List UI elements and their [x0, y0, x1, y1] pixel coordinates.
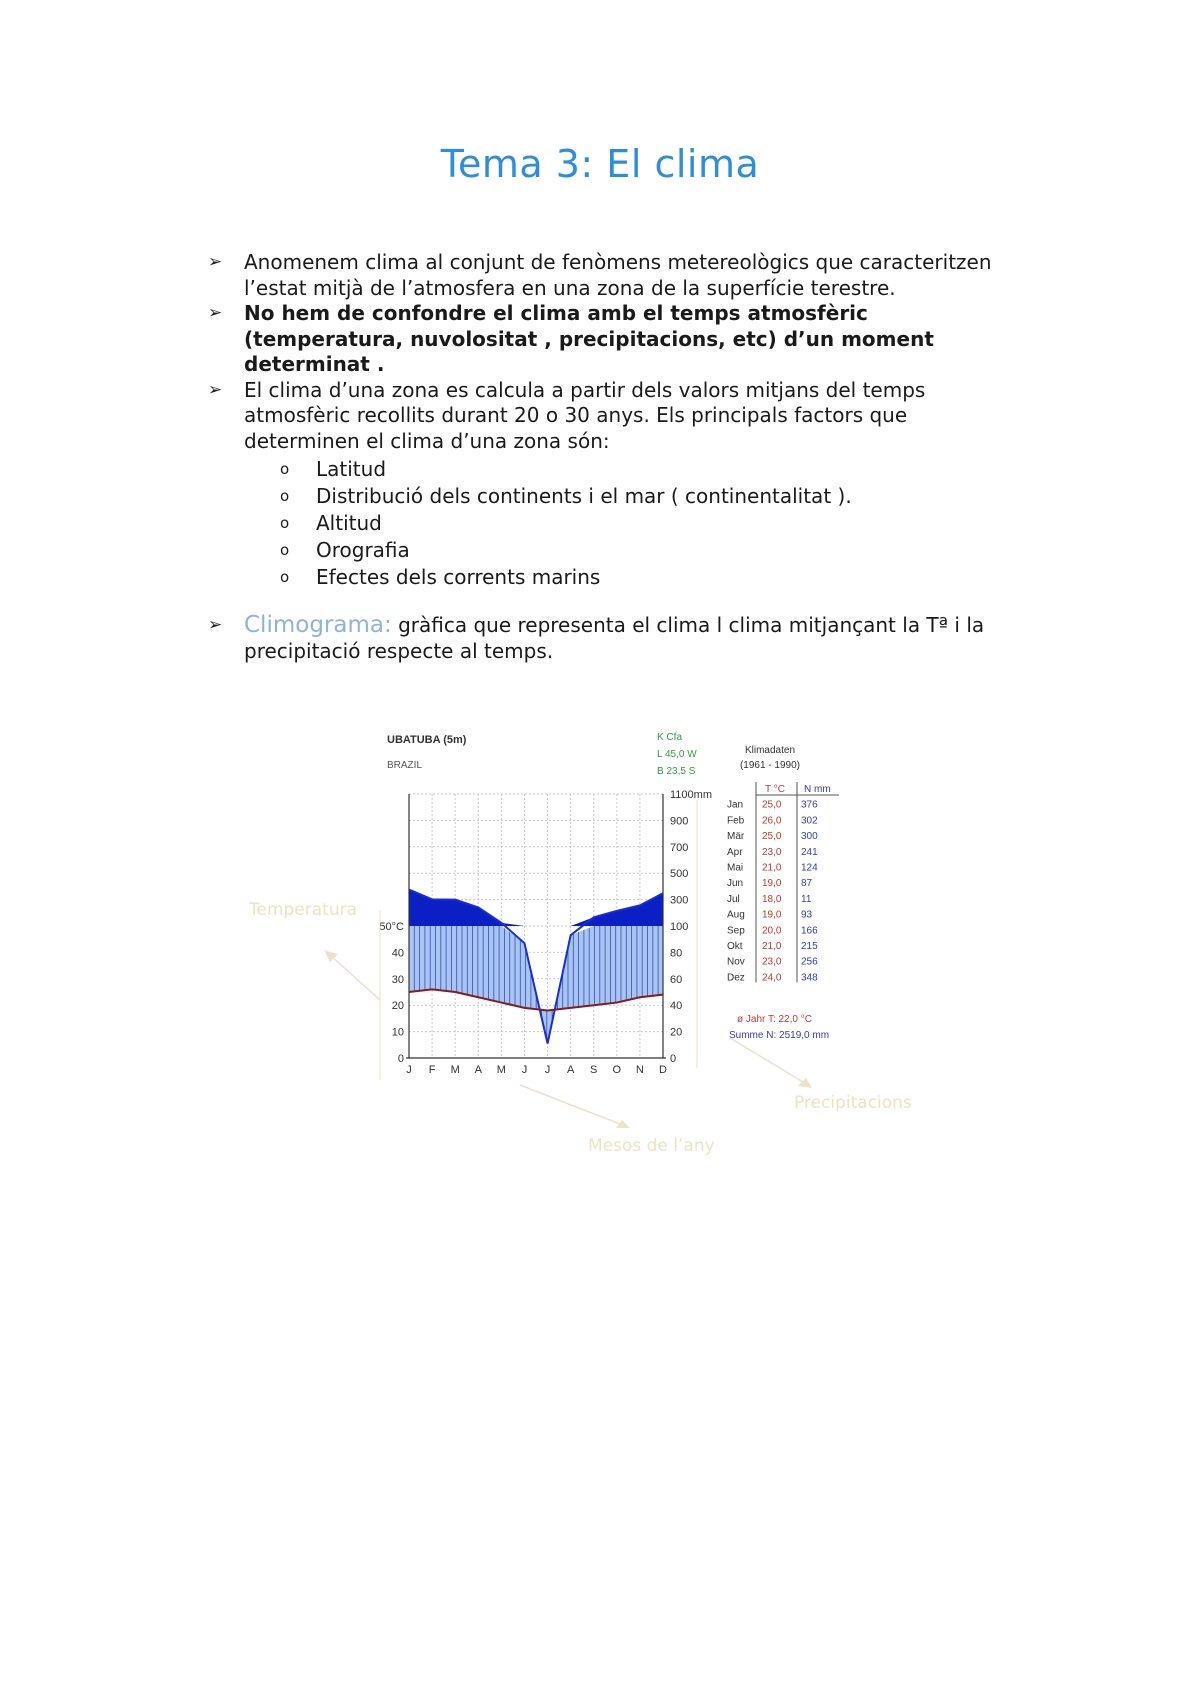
table-precip: 87	[801, 878, 813, 890]
arrow-bullet-icon: ➢	[208, 615, 223, 635]
mesos-annotation: Mesos de l’any	[588, 1136, 715, 1156]
precipitacions-arrow	[730, 1038, 808, 1085]
precip-tick-label: 80	[670, 947, 683, 960]
latitude-label: B 23,5 S	[657, 766, 696, 777]
month-label: M	[450, 1064, 460, 1076]
factor-item: o Altitud	[280, 511, 382, 535]
plot-area	[406, 794, 666, 1058]
table-temp: 20,0	[762, 925, 782, 937]
month-label: N	[635, 1064, 644, 1076]
table-temp: 18,0	[762, 893, 782, 905]
table-title: Klimadaten	[744, 745, 796, 756]
factor-item: o Orografia	[280, 538, 410, 562]
circle-bullet-icon: o	[280, 460, 290, 478]
arrow-bullet-icon: ➢	[208, 379, 223, 400]
temp-tick-label: 0	[397, 1053, 404, 1065]
precip-tick-label: 700	[670, 841, 689, 854]
temp-tick-label: 40	[391, 947, 404, 960]
circle-bullet-icon: o	[280, 487, 290, 505]
month-label: J	[544, 1064, 551, 1076]
bullet-text: No hem de confondre el clima amb el temps atmosfèric (temperatura, nuvolositat , precipitacions, etc) d’un moment determinat .	[244, 301, 934, 376]
table-temp: 21,0	[762, 941, 782, 952]
table-precip: 376	[801, 799, 818, 811]
month-label: J	[521, 1064, 528, 1076]
temp-tick-label: 50°C	[379, 921, 404, 933]
table-month: Nov	[727, 956, 745, 968]
arrow-bullet-icon: ➢	[208, 303, 223, 323]
table-temp: 25,0	[762, 799, 782, 811]
mesos-arrow	[520, 1085, 625, 1126]
table-temp: 26,0	[762, 815, 782, 827]
table-month: Aug	[727, 909, 745, 921]
climograma-definition: gràfica que representa el clima l clima mitjançant la Tª i la precipitació respecte al temps.	[244, 613, 985, 663]
table-temp: 19,0	[762, 878, 782, 890]
table-month: Sep	[727, 925, 745, 937]
bullet-text: El clima d’una zona es calcula a partir dels valors mitjans del temps atmosfèric recollits durant 20 o 30 anys. Els principals factors que determinen el clima d’una zona són:	[244, 377, 926, 453]
table-temp: 19,0	[762, 909, 782, 921]
table-precip: 93	[801, 909, 813, 921]
precip-tick-label: 500	[670, 868, 689, 881]
circle-bullet-icon: o	[280, 568, 290, 586]
precip-tick-label: 60	[670, 973, 683, 986]
precip-tick-label: 900	[670, 815, 689, 828]
table-precip: 241	[801, 846, 818, 858]
month-label: M	[496, 1064, 506, 1076]
page-title: Tema 3: El clima	[440, 142, 760, 186]
month-label: D	[659, 1064, 667, 1076]
table-month: Dez	[727, 972, 745, 984]
temp-tick-label: 20	[391, 1000, 404, 1013]
factor-item: o Latitud	[280, 457, 387, 481]
table-month: Mär	[727, 831, 745, 843]
factor-item: o Distribució dels continents i el mar ( continentalitat ).	[280, 484, 852, 508]
circle-bullet-icon: o	[280, 514, 290, 532]
month-label: S	[590, 1064, 598, 1076]
month-label: F	[428, 1064, 436, 1076]
precip-tick-label: 40	[670, 1000, 683, 1013]
table-temp: 24,0	[762, 972, 782, 984]
temperatura-arrow	[330, 955, 380, 1000]
table-temp: 23,0	[762, 846, 782, 858]
table-precip: 300	[801, 831, 818, 843]
table-month: Jan	[727, 799, 744, 811]
table-precip: 11	[801, 893, 812, 905]
temperatura-annotation: Temperatura	[249, 900, 358, 920]
table-month: Mai	[727, 862, 744, 874]
table-precip: 348	[801, 972, 818, 984]
table-precip: 256	[801, 956, 818, 968]
table-header-precip: N mm	[804, 784, 831, 795]
precip-tick-label: 300	[670, 894, 689, 907]
table-period: (1961 - 1990)	[739, 760, 801, 771]
bullet-text: Anomenem clima al conjunt de fenòmens metereològics que caracteritzen l’estat mitjà de l’atmosfera en una zona de la superfície terestre.	[244, 250, 992, 300]
table-precip: 302	[801, 815, 818, 827]
table-precip: 124	[801, 862, 818, 874]
table-month: Apr	[727, 846, 743, 858]
table-month: Feb	[727, 815, 745, 827]
month-label: A	[566, 1064, 575, 1076]
month-label: A	[474, 1064, 482, 1076]
temp-tick-label: 30	[391, 973, 404, 986]
precip-tick-label: 0	[670, 1053, 677, 1065]
arrow-bullet-icon: ➢	[208, 252, 223, 272]
table-temp: 23,0	[762, 956, 782, 968]
climate-table	[727, 745, 839, 1041]
longitude-label: L 45,0 W	[657, 749, 697, 760]
table-month: Jun	[727, 878, 744, 890]
table-month: Okt	[727, 941, 743, 952]
precip-tick-label: 100	[670, 921, 689, 933]
table-precip: 166	[801, 925, 818, 937]
station-name: UBATUBA (5m)	[387, 734, 467, 746]
month-label: O	[612, 1064, 622, 1076]
factor-item: o Efectes dels corrents marins	[280, 565, 601, 589]
table-precip: 215	[801, 941, 818, 952]
precip-tick-label: 1100mm	[670, 789, 712, 801]
temp-tick-label: 10	[391, 1026, 404, 1039]
precipitacions-annotation: Precipitacions	[794, 1093, 912, 1113]
climograma-term: Climograma:	[244, 612, 392, 638]
precip-tick-label: 20	[670, 1026, 683, 1039]
table-month: Jul	[727, 893, 740, 905]
table-temp: 25,0	[762, 831, 782, 843]
month-label: J	[406, 1064, 412, 1076]
annual-temp: ø Jahr T: 22,0 °C	[737, 1014, 812, 1025]
annual-precip: Summe N: 2519,0 mm	[729, 1030, 830, 1041]
country-name: BRAZIL	[387, 760, 423, 771]
circle-bullet-icon: o	[280, 541, 290, 559]
koppen-label: K Cfa	[657, 732, 683, 743]
table-header-temp: T °C	[765, 784, 785, 795]
table-temp: 21,0	[762, 862, 782, 874]
